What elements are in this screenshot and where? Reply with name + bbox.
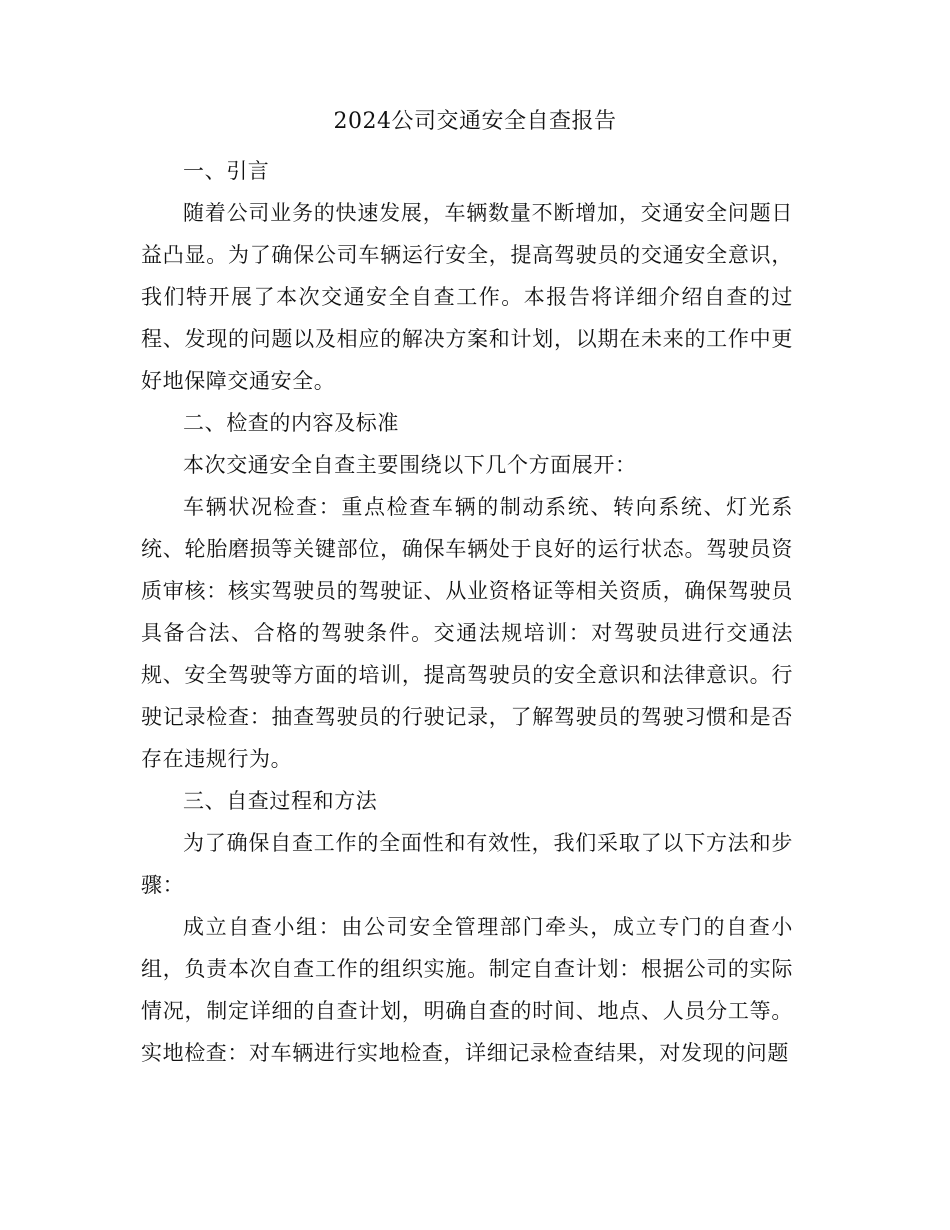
- section-heading-process-methods: 三、自查过程和方法: [183, 789, 378, 813]
- paragraph-process-steps: 成立自查小组：由公司安全管理部门牵头，成立专门的自查小组，负责本次自查工作的组织实施。制定自查计划：根据公司的实际情况，制定详细的自查计划，明确自查的时间、地点、人员分工等。实地检查：对车辆进行实地检查，详细记录检查结果，对发现的问题: [141, 915, 793, 1065]
- section-heading-introduction: 一、引言: [183, 159, 270, 183]
- paragraph-inspection-intro: 本次交通安全自查主要围绕以下几个方面展开：: [183, 453, 637, 477]
- document-title: 2024公司交通安全自查报告: [333, 109, 617, 134]
- paragraph-introduction: 随着公司业务的快速发展，车辆数量不断增加，交通安全问题日益凸显。为了确保公司车辆运行安全，提高驾驶员的交通安全意识，我们特开展了本次交通安全自查工作。本报告将详细介绍自查的过程、发现的问题以及相应的解决方案和计划，以期在未来的工作中更好地保障交通安全。: [141, 201, 793, 393]
- section-heading-inspection-content: 二、检查的内容及标准: [183, 411, 399, 435]
- document-body: [141, 150, 793, 1074]
- paragraph-process-intro: 为了确保自查工作的全面性和有效性，我们采取了以下方法和步骤：: [141, 831, 793, 897]
- paragraph-inspection-items: 车辆状况检查：重点检查车辆的制动系统、转向系统、灯光系统、轮胎磨损等关键部位，确保车辆处于良好的运行状态。驾驶员资质审核：核实驾驶员的驾驶证、从业资格证等相关资质，确保驾驶员具备合法、合格的驾驶条件。交通法规培训：对驾驶员进行交通法规、安全驾驶等方面的培训，提高驾驶员的安全意识和法律意识。行驶记录检查：抽查驾驶员的行驶记录，了解驾驶员的驾驶习惯和是否存在违规行为。: [141, 495, 793, 771]
